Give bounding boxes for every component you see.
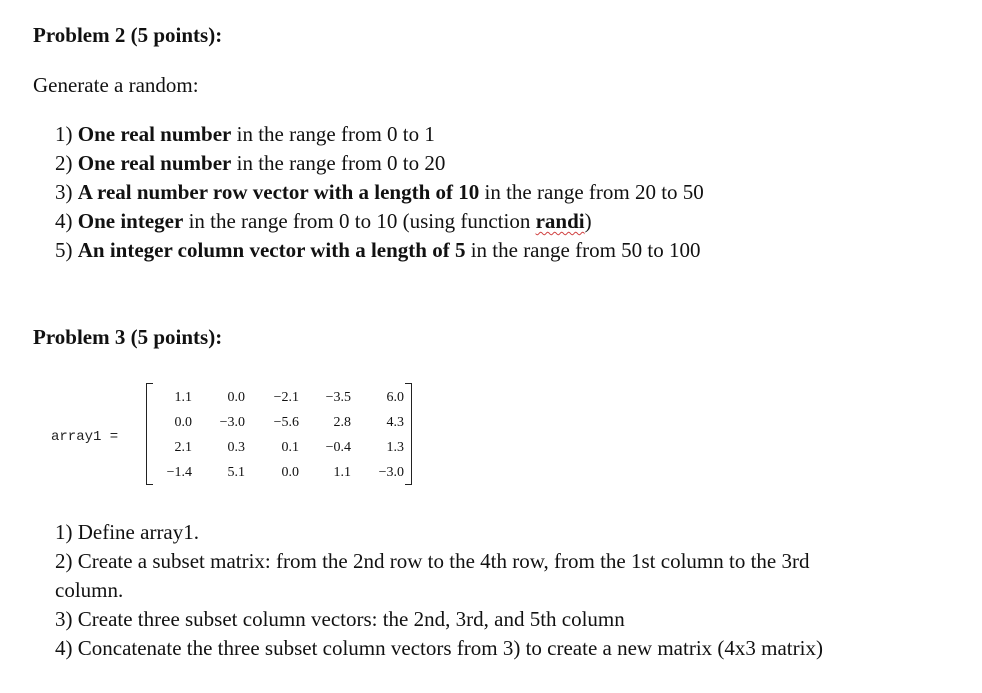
problem-2-item-5 xyxy=(55,237,700,263)
item-bold-text: One real number xyxy=(77,151,232,175)
item-number: 3) xyxy=(55,180,78,204)
matrix-cell-r2-c1: 0.0 xyxy=(174,415,192,430)
matrix-cell-r4-c2: 5.1 xyxy=(227,465,245,480)
matrix-cell-r2-c2: −3.0 xyxy=(219,415,245,430)
item-bold-text: An integer column vector with a length of 5 xyxy=(77,238,466,262)
problem-3-item-2: 2) Create a subset matrix: from the 2nd row to the 4th row, from the 1st column to the 3rd xyxy=(55,549,810,573)
item-number: 2) xyxy=(55,151,78,175)
matrix-cell-r3-c1: 2.1 xyxy=(174,440,192,455)
matrix-cell-r3-c2: 0.3 xyxy=(227,440,245,455)
matrix-label: array1 = xyxy=(51,429,119,445)
problem-2-item-3 xyxy=(55,179,704,205)
matrix-cell-r1-c3: −2.1 xyxy=(273,390,299,405)
matrix-cell-r1-c1: 1.1 xyxy=(174,390,192,405)
item-text: in the range from 0 to 20 xyxy=(231,151,446,175)
problem-2-item-2 xyxy=(55,150,445,176)
matrix-cell-r4-c3: 0.0 xyxy=(281,465,299,480)
matrix-cell-r3-c3: 0.1 xyxy=(281,440,299,455)
problem-3-item-1: 1) Define array1. xyxy=(55,520,200,544)
function-name-randi: randi xyxy=(535,209,585,233)
problem-2-title: Problem 2 (5 points): xyxy=(33,23,223,47)
item-text: in the range from 0 to 1 xyxy=(231,122,435,146)
item-number: 1) xyxy=(55,122,78,146)
item-text-tail: ) xyxy=(584,209,592,233)
item-bold-text: One real number xyxy=(77,122,232,146)
matrix-array1 xyxy=(146,383,412,485)
matrix-cell-r3-c5: 1.3 xyxy=(386,440,404,455)
item-number: 5) xyxy=(55,238,78,262)
problem-3-title: Problem 3 (5 points): xyxy=(33,325,223,349)
matrix-cell-r2-c3: −5.6 xyxy=(273,415,299,430)
matrix-right-bracket xyxy=(405,383,412,485)
matrix-cell-r1-c4: −3.5 xyxy=(325,390,351,405)
problem-2-item-4 xyxy=(55,208,592,234)
item-text: in the range from 50 to 100 xyxy=(465,238,701,262)
matrix-cell-r1-c5: 6.0 xyxy=(386,390,404,405)
matrix-cell-r4-c5: −3.0 xyxy=(378,465,404,480)
item-bold-text: One integer xyxy=(77,209,184,233)
item-bold-text: A real number row vector with a length of 10 xyxy=(77,180,480,204)
matrix-cell-r2-c4: 2.8 xyxy=(333,415,351,430)
problem-2-item-1 xyxy=(55,121,435,147)
item-text: in the range from 20 to 50 xyxy=(479,180,704,204)
matrix-cell-r2-c5: 4.3 xyxy=(386,415,404,430)
matrix-cell-r3-c4: −0.4 xyxy=(325,440,351,455)
item-number: 4) xyxy=(55,209,78,233)
problem-3-item-2-continued: column. xyxy=(55,578,124,602)
item-text: in the range from 0 to 10 (using function xyxy=(183,209,536,233)
matrix-cell-r1-c2: 0.0 xyxy=(227,390,245,405)
problem-3-item-3: 3) Create three subset column vectors: the 2nd, 3rd, and 5th column xyxy=(55,607,625,631)
problem-2-intro: Generate a random: xyxy=(33,73,199,97)
problem-3-item-4: 4) Concatenate the three subset column vectors from 3) to create a new matrix (4x3 matrix) xyxy=(55,636,823,660)
matrix-cell-r4-c1: −1.4 xyxy=(166,465,192,480)
matrix-cell-r4-c4: 1.1 xyxy=(333,465,351,480)
